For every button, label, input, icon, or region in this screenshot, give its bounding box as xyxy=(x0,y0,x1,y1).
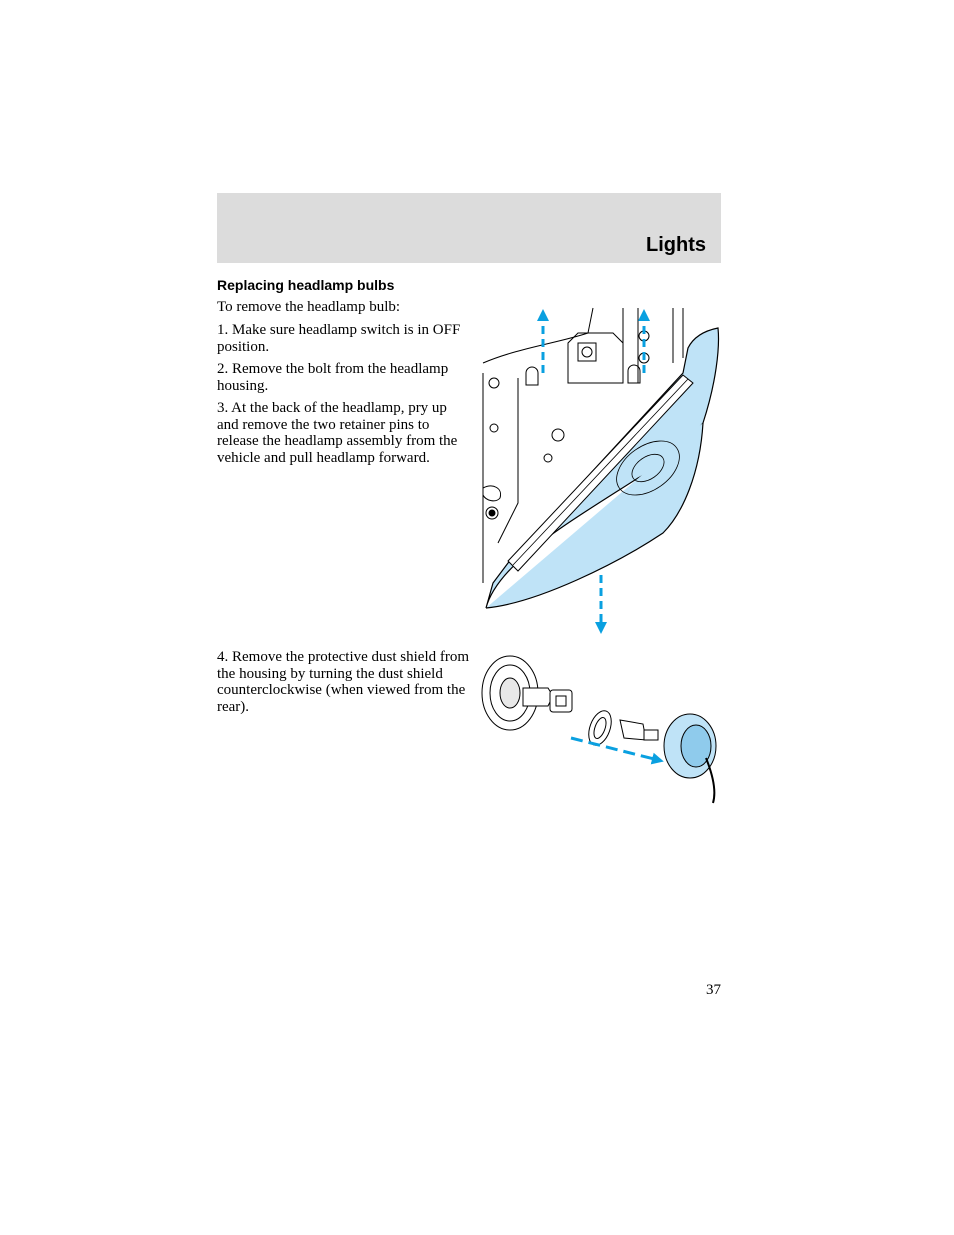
step-2-text: 2. Remove the bolt from the headlamp housing. xyxy=(217,361,449,394)
section-heading: Replacing headlamp bulbs xyxy=(217,277,395,293)
chapter-title: Lights xyxy=(646,234,706,256)
chapter-header-band xyxy=(217,193,721,263)
dust-shield-bulb-illustration xyxy=(478,648,723,808)
headlamp-removal-illustration xyxy=(478,303,723,638)
intro-text: To remove the headlamp bulb: xyxy=(217,299,401,315)
step-4-text: 4. Remove the protective dust shield from the housing by turning the dust shield counterclockwise (when viewed from the rear). xyxy=(217,649,470,715)
step-3-text: 3. At the back of the headlamp, pry up and remove the two retainer pins to release the headlamp assembly from the vehicle and pull headlamp forward. xyxy=(217,400,458,466)
page-number: 37 xyxy=(706,982,721,998)
step-1-text: 1. Make sure headlamp switch is in OFF position. xyxy=(217,322,461,355)
